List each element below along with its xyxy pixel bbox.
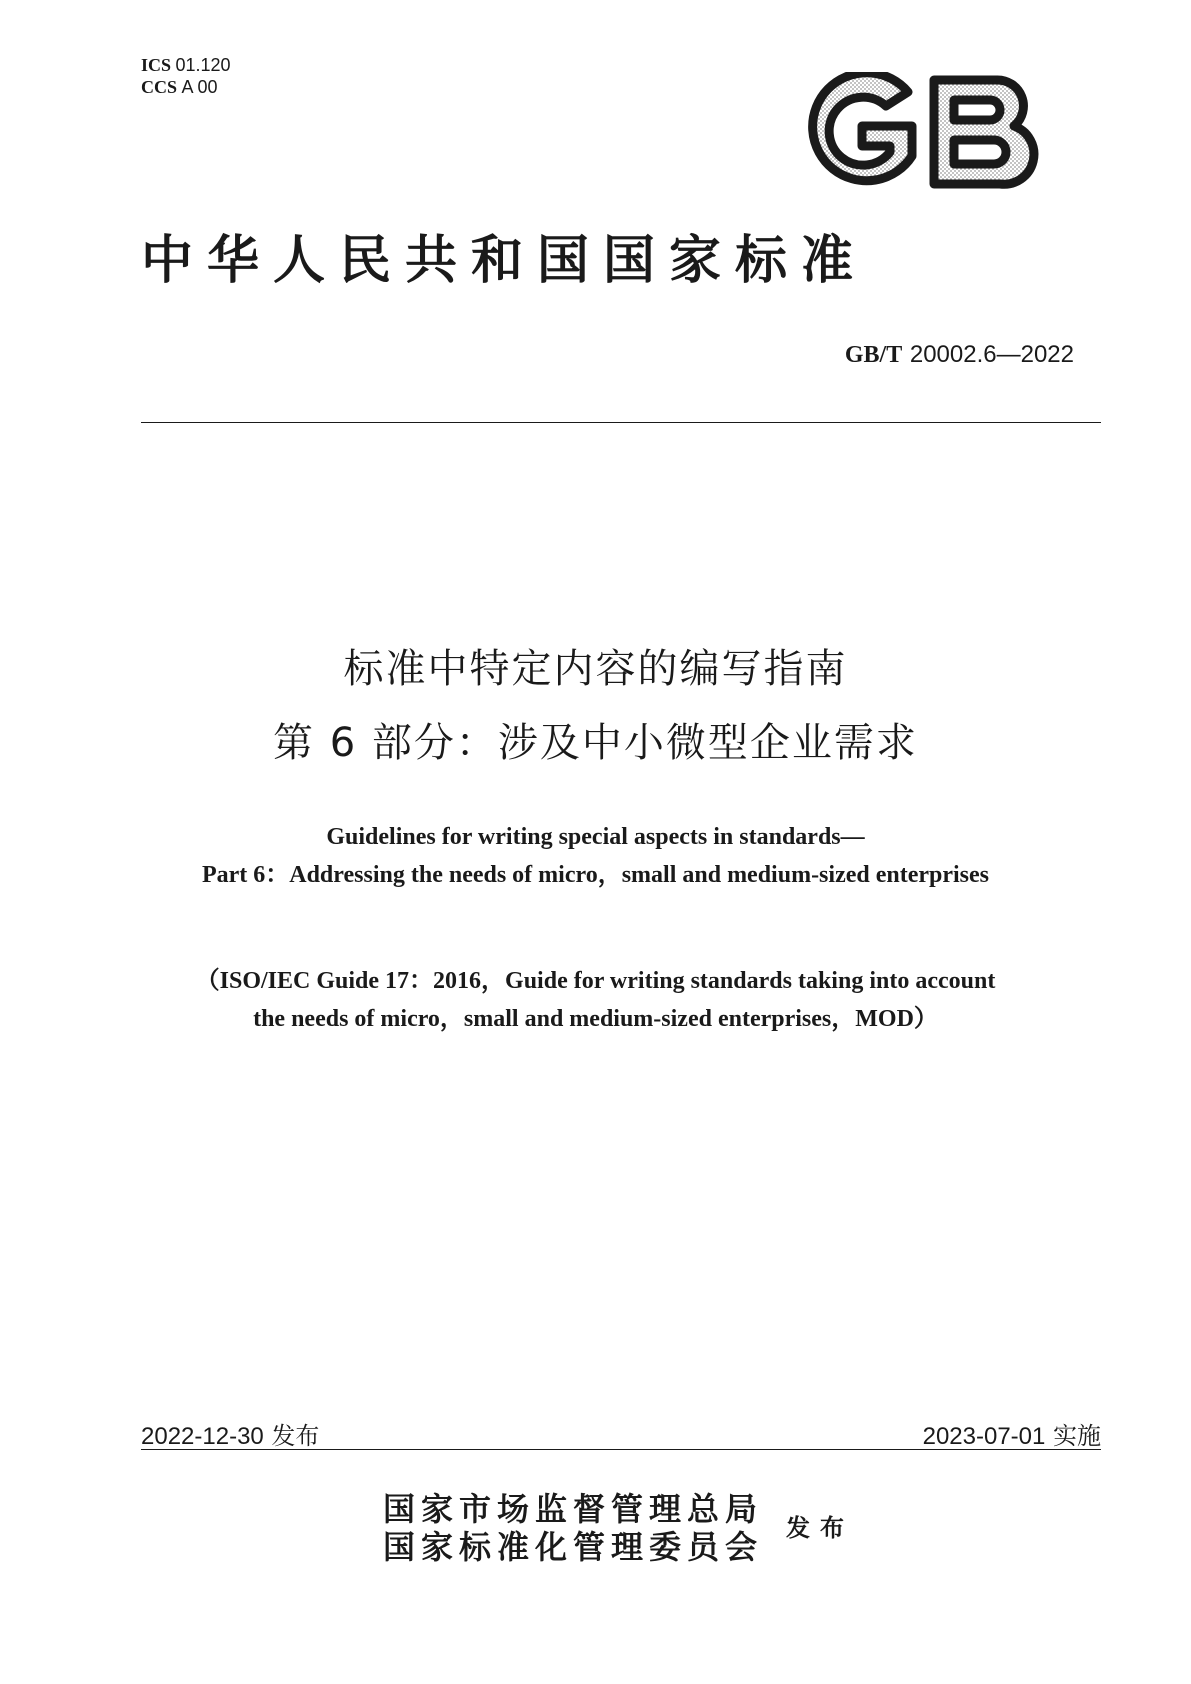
ccs-label: CCS [141, 77, 178, 97]
implementation-date-value: 2023-07-01 [922, 1423, 1046, 1450]
gb-logo [800, 72, 1040, 192]
standard-number-value: 20002.6—2022 [909, 341, 1074, 368]
issue-date-value: 2022-12-30 [141, 1423, 264, 1450]
implementation-date [923, 1416, 1101, 1451]
publishing-organizations [383, 1490, 763, 1566]
publisher-org-1: 国家市场监督管理总局 [383, 1490, 764, 1528]
standard-number-prefix: GB/T [844, 342, 903, 368]
publish-label: 发布 [786, 1513, 854, 1542]
publisher-org-2: 国家标准化管理委员会 [383, 1528, 764, 1566]
footer-divider [141, 1449, 1101, 1450]
implementation-date-label: 实施 [1053, 1422, 1101, 1450]
classification-codes [141, 54, 231, 98]
english-title-line-2: Part 6：Addressing the needs of micro，small and medium-sized enterprises [201, 862, 990, 888]
ics-label: ICS [141, 55, 172, 75]
national-standard-title: 中华人民共和国国家标准 [141, 230, 868, 291]
ccs-code [141, 76, 231, 98]
chinese-title-line-2: 第 6 部分：涉及中小微型企业需求 [273, 720, 918, 766]
header-divider [141, 422, 1101, 423]
ics-value: 01.120 [175, 55, 231, 75]
adoption-note-line-2: the needs of micro，small and medium-sized enterprises，MOD） [253, 1006, 938, 1032]
issue-date-label: 发布 [271, 1422, 320, 1450]
adoption-note-line-1: （ISO/IEC Guide 17：2016，Guide for writing standards taking into account [195, 968, 996, 994]
issue-date [141, 1416, 319, 1451]
ics-code [141, 54, 231, 76]
english-title-line-1: Guidelines for writing special aspects in standards— [326, 824, 865, 850]
standard-number [845, 340, 1074, 369]
ccs-value: A 00 [181, 77, 218, 97]
chinese-title-line-1: 标准中特定内容的编写指南 [343, 646, 848, 692]
